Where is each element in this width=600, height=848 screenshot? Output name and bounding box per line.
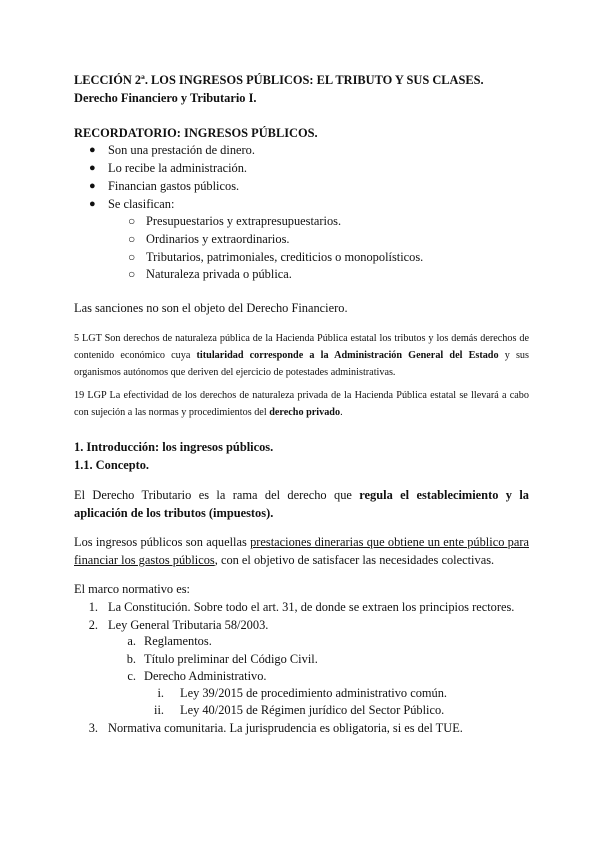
definition-bold: regula el establecimiento y la aplicación de los tributos (impuestos). — [74, 488, 529, 520]
bullet-item: Financian gastos públicos. — [108, 179, 240, 193]
bullet-icon: ● — [89, 198, 96, 210]
bullet-icon: ● — [89, 162, 96, 174]
list-item: Derecho Administrativo. — [144, 669, 267, 683]
list-number: 2. — [88, 618, 98, 632]
bullet-item: Se clasifican: — [108, 197, 175, 211]
list-number: 1. — [88, 600, 98, 614]
list-item: Ley 40/2015 de Régimen jurídico del Sector Público. — [180, 703, 445, 717]
list-item: Título preliminar del Código Civil. — [144, 652, 318, 666]
lgt5-bold: titularidad corresponde a la Administración General del Estado — [196, 350, 499, 361]
bullet-item: Son una prestación de dinero. — [108, 143, 255, 157]
bullet-icon: ● — [89, 144, 96, 156]
sanciones-note: Las sanciones no son el objeto del Derecho Financiero. — [74, 301, 348, 315]
subsection-heading: 1.1. Concepto. — [74, 458, 150, 472]
circle-bullet-icon: ○ — [128, 232, 136, 246]
list-item: Ley General Tributaria 58/2003. — [108, 618, 269, 632]
list-roman: ii. — [154, 703, 164, 717]
sub-bullet-item: Presupuestarios y extrapresupuestarios. — [146, 214, 342, 228]
sub-bullet-item: Tributarios, patrimoniales, crediticios o monopolísticos. — [146, 250, 424, 264]
lgt5-paragraph: 5 LGT Son derechos de naturaleza pública de la Hacienda Pública estatal los tributos y los demás derechos de contenido económico cuya titularidad corresponde a la Administración General del Estado y sus organismos autónomos que deriven del ejercicio de potestades administrativas. — [74, 333, 529, 378]
list-letter: c. — [127, 669, 136, 683]
list-item: Normativa comunitaria. La jurisprudencia es obligatoria, si es del TUE. — [108, 721, 463, 735]
circle-bullet-icon: ○ — [128, 250, 136, 264]
course-subtitle: Derecho Financiero y Tributario I. — [74, 91, 257, 105]
definition-ingresos: Los ingresos públicos son aquellas prestaciones dinerarias que obtiene un ente público para financiar los gastos públicos, con el objetivo de satisfacer las necesidades colectivas. — [74, 535, 529, 567]
section-heading: 1. Introducción: los ingresos públicos. — [74, 440, 274, 454]
definition-underline: prestaciones dinerarias que obtiene un ente público para financiar los gastos públicos — [74, 535, 529, 567]
list-number: 3. — [88, 721, 98, 735]
bullet-item: Lo recibe la administración. — [108, 161, 247, 175]
circle-bullet-icon: ○ — [128, 214, 136, 228]
sub-bullet-item: Ordinarios y extraordinarios. — [146, 232, 290, 246]
list-item: Ley 39/2015 de procedimiento administrativo común. — [180, 686, 448, 700]
bullet-icon: ● — [89, 180, 96, 192]
lgp19-bold: derecho privado — [269, 407, 341, 418]
recordatorio-heading: RECORDATORIO: INGRESOS PÚBLICOS. — [74, 126, 318, 140]
circle-bullet-icon: ○ — [128, 267, 136, 281]
list-letter: b. — [126, 652, 136, 666]
list-item: La Constitución. Sobre todo el art. 31, de donde se extraen los principios rectores. — [108, 600, 515, 614]
definition-tributario: El Derecho Tributario es la rama del derecho que regula el establecimiento y la aplicación de los tributos (impuestos). — [74, 488, 529, 520]
sub-bullet-item: Naturaleza privada o pública. — [146, 267, 292, 281]
marco-intro: El marco normativo es: — [74, 582, 190, 596]
list-letter: a. — [127, 634, 136, 648]
list-roman: i. — [157, 686, 164, 700]
lgp19-paragraph: 19 LGP La efectividad de los derechos de naturaleza privada de la Hacienda Pública estatal se llevará a cabo con sujeción a las normas y procedimientos del derecho privado. — [74, 390, 529, 418]
list-item: Reglamentos. — [144, 634, 212, 648]
lesson-title: LECCIÓN 2ª. LOS INGRESOS PÚBLICOS: EL TRIBUTO Y SUS CLASES. — [74, 73, 484, 87]
